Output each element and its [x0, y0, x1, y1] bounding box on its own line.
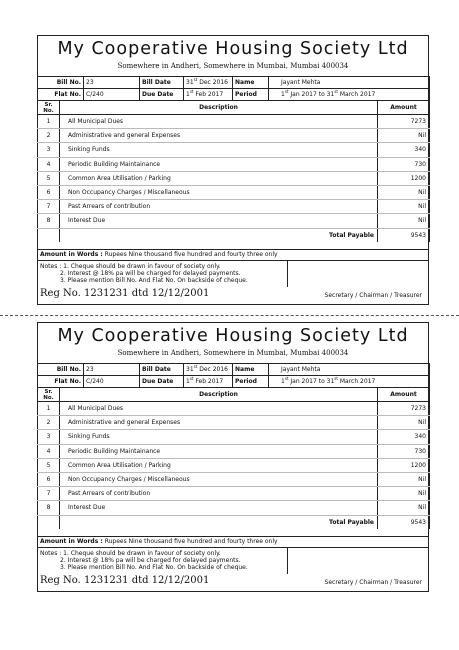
period-value: 1st Jan 2017 to 31st March 2017: [269, 376, 430, 388]
charge-sr-no: 5: [38, 458, 60, 472]
charge-sr-no: 7: [38, 487, 60, 501]
charge-amount: Nil: [378, 200, 430, 214]
sr-no-header: Sr. No.: [38, 388, 60, 402]
charge-description: Interest Due: [60, 214, 378, 228]
total-payable-amount: 9543: [378, 228, 430, 242]
charge-row: [38, 115, 430, 129]
charge-amount: 7273: [378, 402, 430, 416]
charge-description: Administrative and general Expenses: [60, 416, 378, 430]
charge-sr-no: 8: [38, 214, 60, 228]
flat-no-label: Flat No.: [38, 89, 84, 101]
charge-description: Common Area Utilisation / Parking: [60, 171, 378, 185]
society-address: Somewhere in Andheri, Somewhere in Mumbai, Mumbai 400034: [117, 62, 349, 70]
charge-amount: Nil: [378, 487, 430, 501]
signatory-label: Secretary / Chairman / Treasurer: [324, 579, 422, 586]
note-line-3: 3. Please mention Bill No. And Flat No. On backside of cheque.: [60, 277, 248, 285]
charge-row: [38, 472, 430, 486]
charge-description: Past Arrears of contribution: [60, 200, 378, 214]
bill-date-value: 31st Dec 2016: [184, 77, 233, 89]
charge-sr-no: 6: [38, 185, 60, 199]
charge-description: Sinking Funds: [60, 430, 378, 444]
charge-sr-no: 7: [38, 200, 60, 214]
charge-row: [38, 487, 430, 501]
charge-amount: Nil: [378, 214, 430, 228]
note-line-3: 3. Please mention Bill No. And Flat No. On backside of cheque.: [60, 564, 248, 572]
society-address: Somewhere in Andheri, Somewhere in Mumbai, Mumbai 400034: [117, 349, 349, 357]
total-payable-label: Total Payable: [60, 515, 378, 529]
bill-no-label: Bill No.: [38, 77, 84, 89]
period-label: Period: [233, 376, 269, 388]
charge-row: [38, 402, 430, 416]
bill-date-value: 31st Dec 2016: [184, 364, 233, 376]
charge-amount: Nil: [378, 416, 430, 430]
amount-in-words-label: Amount in Words :: [40, 538, 103, 545]
charge-sr-no: 1: [38, 115, 60, 129]
due-date-value: 1st Feb 2017: [184, 89, 233, 101]
charge-amount: Nil: [378, 501, 430, 515]
amount-in-words-text: Rupees Nine thousand five hundred and fourty three only: [104, 251, 278, 258]
charge-amount: Nil: [378, 185, 430, 199]
charge-description: Common Area Utilisation / Parking: [60, 458, 378, 472]
charge-row: [38, 444, 430, 458]
charge-sr-no: 6: [38, 472, 60, 486]
period-value: 1st Jan 2017 to 31st March 2017: [269, 89, 430, 101]
amount-in-words-label: Amount in Words :: [40, 251, 103, 258]
charge-row: [38, 171, 430, 185]
charge-amount: 730: [378, 444, 430, 458]
charge-amount: 340: [378, 143, 430, 157]
charge-row: [38, 458, 430, 472]
charge-row: [38, 143, 430, 157]
charge-row: [38, 501, 430, 515]
charge-sr-no: 2: [38, 129, 60, 143]
signatory-label: Secretary / Chairman / Treasurer: [324, 292, 422, 299]
charge-sr-no: 4: [38, 157, 60, 171]
bill-info-table: [37, 363, 430, 388]
charge-row: [38, 430, 430, 444]
charge-description: Non Occupancy Charges / Miscellaneous: [60, 472, 378, 486]
charge-row: [38, 200, 430, 214]
bill-no-value: 23: [84, 77, 140, 89]
notes: [38, 547, 288, 574]
charge-row: [38, 129, 430, 143]
charge-amount: 340: [378, 430, 430, 444]
bill-no-value: 23: [84, 364, 140, 376]
charge-amount: 1200: [378, 171, 430, 185]
charges-table: [37, 387, 430, 529]
description-header: Description: [60, 101, 378, 115]
charge-description: Periodic Building Maintainance: [60, 444, 378, 458]
charge-amount: 7273: [378, 115, 430, 129]
note-line-1: Notes : 1. Cheque should be drawn in favour of society only.: [40, 550, 221, 557]
charge-description: Non Occupancy Charges / Miscellaneous: [60, 185, 378, 199]
charge-sr-no: 1: [38, 402, 60, 416]
description-header: Description: [60, 388, 378, 402]
notes: [38, 260, 288, 287]
note-line-2: 2. Interest @ 18% pa will be charged for delayed payments.: [60, 270, 241, 278]
charge-sr-no: 8: [38, 501, 60, 515]
due-date-value: 1st Feb 2017: [184, 376, 233, 388]
amount-in-words-text: Rupees Nine thousand five hundred and fourty three only: [104, 538, 278, 545]
name-value: Jayant Mehta: [269, 364, 430, 376]
charge-description: All Municipal Dues: [60, 402, 378, 416]
charge-amount: Nil: [378, 129, 430, 143]
flat-no-label: Flat No.: [38, 376, 84, 388]
charge-row: [38, 157, 430, 171]
society-name: My Cooperative Housing Society Ltd: [57, 39, 409, 59]
flat-no-value: C/240: [84, 89, 140, 101]
bill-date-label: Bill Date: [140, 364, 184, 376]
note-line-2: 2. Interest @ 18% pa will be charged for delayed payments.: [60, 557, 241, 565]
sr-no-header: Sr. No.: [38, 101, 60, 115]
bill-no-label: Bill No.: [38, 364, 84, 376]
charge-row: [38, 185, 430, 199]
amount-in-words: [38, 249, 428, 260]
name-value: Jayant Mehta: [269, 77, 430, 89]
note-line-1: Notes : 1. Cheque should be drawn in favour of society only.: [40, 263, 221, 270]
name-label: Name: [233, 77, 269, 89]
charge-sr-no: 3: [38, 143, 60, 157]
charge-sr-no: 4: [38, 444, 60, 458]
charge-description: All Municipal Dues: [60, 115, 378, 129]
amount-header: Amount: [378, 388, 430, 402]
charge-amount: Nil: [378, 472, 430, 486]
charge-row: [38, 416, 430, 430]
due-date-label: Due Date: [140, 89, 184, 101]
bill-info-table: [37, 76, 430, 101]
charge-sr-no: 3: [38, 430, 60, 444]
charges-table: [37, 100, 430, 242]
registration-number: Reg No. 1231231 dtd 12/12/2001: [40, 288, 210, 299]
cut-line: [0, 315, 459, 316]
name-label: Name: [233, 364, 269, 376]
maintenance-bill-copy-1: [37, 35, 429, 305]
charge-description: Past Arrears of contribution: [60, 487, 378, 501]
charge-row: [38, 214, 430, 228]
charge-description: Sinking Funds: [60, 143, 378, 157]
charge-amount: 1200: [378, 458, 430, 472]
charge-amount: 730: [378, 157, 430, 171]
charge-description: Interest Due: [60, 501, 378, 515]
amount-header: Amount: [378, 101, 430, 115]
bill-date-label: Bill Date: [140, 77, 184, 89]
amount-in-words: [38, 536, 428, 547]
society-name: My Cooperative Housing Society Ltd: [57, 326, 409, 346]
registration-number: Reg No. 1231231 dtd 12/12/2001: [40, 575, 210, 586]
maintenance-bill-copy-2: [37, 322, 429, 592]
charge-description: Periodic Building Maintainance: [60, 157, 378, 171]
period-label: Period: [233, 89, 269, 101]
total-payable-label: Total Payable: [60, 228, 378, 242]
charge-sr-no: 5: [38, 171, 60, 185]
charge-sr-no: 2: [38, 416, 60, 430]
due-date-label: Due Date: [140, 376, 184, 388]
flat-no-value: C/240: [84, 376, 140, 388]
charge-description: Administrative and general Expenses: [60, 129, 378, 143]
total-payable-amount: 9543: [378, 515, 430, 529]
